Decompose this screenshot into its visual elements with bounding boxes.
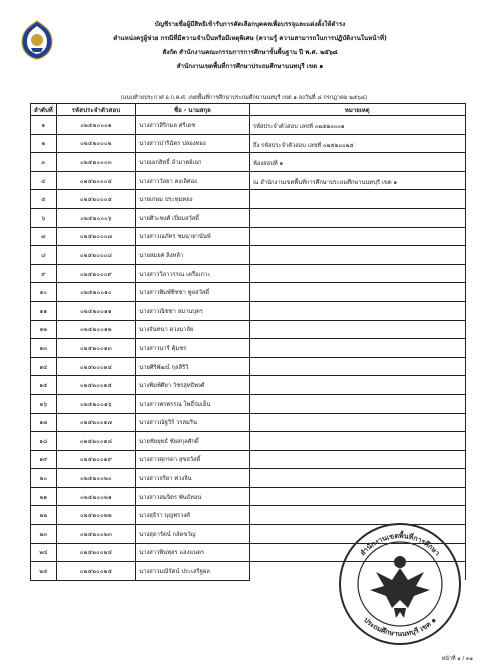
table-row bbox=[31, 320, 466, 339]
row-remark bbox=[249, 246, 465, 265]
row-seq: ๑๓ bbox=[31, 339, 57, 358]
row-exam-id: ๐๒๕๒๐๐๒๑ bbox=[56, 487, 136, 506]
row-exam-id: ๐๒๕๒๐๐๒๕ bbox=[56, 562, 136, 581]
row-name: นายศิวะพงศ์ เปี่ยมสวัสดิ์ bbox=[136, 208, 249, 227]
row-exam-id: ๐๒๕๒๐๐๑๑ bbox=[56, 301, 136, 320]
row-name: นางสาวณภัทร ชมฉายานันท์ bbox=[136, 227, 249, 246]
row-remark bbox=[249, 394, 465, 413]
row-remark bbox=[249, 487, 465, 506]
row-exam-id: ๐๒๕๒๐๐๑๖ bbox=[56, 394, 136, 413]
row-exam-id: ๐๒๕๒๐๐๑๒ bbox=[56, 320, 136, 339]
row-remark bbox=[249, 227, 465, 246]
row-exam-id: ๐๒๕๒๐๐๒๓ bbox=[56, 525, 136, 544]
row-remark bbox=[249, 450, 465, 469]
row-seq: ๒๑ bbox=[31, 487, 57, 506]
row-name: นายสมยศ ลิงหล้า bbox=[136, 246, 249, 265]
row-exam-id: ๐๒๕๒๐๐๑๐ bbox=[56, 283, 136, 302]
office-seal-stamp bbox=[336, 520, 464, 648]
col-header-name: ชื่อ - นามสกุล bbox=[136, 104, 249, 116]
row-exam-id: ๐๒๕๒๐๐๑๕ bbox=[56, 376, 136, 395]
header-line-2: ตำแหน่งครูผู้ช่วย กรณีที่มีความจำเป็นหรือมีเหตุพิเศษ (ความรู้ ความสามารถในการปฏิบัติงานในหน้าที่) bbox=[113, 35, 387, 42]
row-seq: ๒๕ bbox=[31, 562, 57, 581]
row-seq: ๑๕ bbox=[31, 376, 57, 395]
row-seq: ๑๘ bbox=[31, 432, 57, 451]
row-exam-id: ๐๒๕๒๐๐๐๓ bbox=[56, 153, 136, 172]
obec-logo bbox=[20, 20, 54, 60]
row-seq: ๖ bbox=[31, 208, 57, 227]
col-header-seq: ลำดับที่ bbox=[31, 104, 57, 116]
row-name: นางพิมพ์ศิยา วัชรสุทธิพงศ์ bbox=[136, 376, 249, 395]
col-header-exam-id: รหัสประจำตัวสอบ bbox=[56, 104, 136, 116]
seal-caption-top: สำนักงานเขตพื้นที่การศึกษา bbox=[358, 531, 442, 558]
table-row bbox=[31, 469, 466, 488]
row-name: นางสาวจริยา พ่วงจีน bbox=[136, 469, 249, 488]
table-row bbox=[31, 432, 466, 451]
row-name: นางสาวณิชชา สมานบุตร bbox=[136, 301, 249, 320]
row-exam-id: ๐๒๕๒๐๐๐๘ bbox=[56, 246, 136, 265]
row-exam-id: ๐๒๕๒๐๐๑๔ bbox=[56, 357, 136, 376]
row-seq: ๒๐ bbox=[31, 469, 57, 488]
row-remark bbox=[249, 357, 465, 376]
row-remark bbox=[249, 301, 465, 320]
row-name: นางสาวศุภรดา สุขสวัสดิ์ bbox=[136, 450, 249, 469]
row-exam-id: ๐๒๕๒๐๐๐๖ bbox=[56, 208, 136, 227]
row-seq: ๒ bbox=[31, 134, 57, 153]
row-exam-id: ๐๒๕๒๐๐๑๓ bbox=[56, 339, 136, 358]
row-name: นางสาวณัฐวีร์ วรสมริน bbox=[136, 413, 249, 432]
row-name: นางสาววิลาวรรณ เครือเกาะ bbox=[136, 264, 249, 283]
remark-line-3: ห้องสอบที่ ๑ bbox=[253, 161, 284, 168]
row-name: นางสาวพินทุสร แสงแนตร bbox=[136, 543, 249, 562]
row-seq: ๑๙ bbox=[31, 450, 57, 469]
row-seq: ๒๔ bbox=[31, 543, 57, 562]
row-remark bbox=[249, 190, 465, 209]
table-row bbox=[31, 394, 466, 413]
row-name: นางสาวปาริฉัตร ปล่องทอง bbox=[136, 134, 249, 153]
table-row bbox=[31, 376, 466, 395]
row-remark bbox=[249, 432, 465, 451]
row-name: นางจันทนา ดวงมาลัย bbox=[136, 320, 249, 339]
row-remark bbox=[249, 469, 465, 488]
page-number: หน้าที่ ๑ / ๓๑ bbox=[441, 656, 473, 662]
row-exam-id: ๐๒๕๒๐๐๒๒ bbox=[56, 506, 136, 525]
table-row bbox=[31, 357, 466, 376]
seal-caption-bottom: ประถมศึกษานนทบุรี เขต ๑ bbox=[362, 615, 438, 639]
garuda-emblem-icon bbox=[370, 556, 430, 618]
row-seq: ๑๖ bbox=[31, 394, 57, 413]
row-exam-id: ๐๒๕๒๐๐๐๕ bbox=[56, 190, 136, 209]
table-row bbox=[31, 339, 466, 358]
row-seq: ๑๒ bbox=[31, 320, 57, 339]
row-name: นางสาวสมจิตร พันธ์ทอน bbox=[136, 487, 249, 506]
row-name: นายศิริพัฒน์ กุลสิริวิ bbox=[136, 357, 249, 376]
row-seq: ๑๑ bbox=[31, 301, 57, 320]
row-seq: ๓ bbox=[31, 153, 57, 172]
row-remark bbox=[249, 208, 465, 227]
row-remark bbox=[249, 339, 465, 358]
row-name: นายเอกสิทธิ์ อำมาตย์เอก bbox=[136, 153, 249, 172]
row-remark bbox=[249, 320, 465, 339]
annex-note: (แนบท้ายประกาศ อ.ก.ค.ศ. เขตพื้นที่การศึกษาประถมศึกษานนทบุรี เขต ๑ ลงวันที่ ๘ กรกฎาคม ๒๕๖๘) bbox=[120, 95, 368, 101]
row-name: นางสาวนารี คุ้มชร bbox=[136, 339, 249, 358]
row-seq: ๑ bbox=[31, 116, 57, 135]
document-header bbox=[60, 18, 440, 74]
row-exam-id: ๐๒๕๒๐๐๐๒ bbox=[56, 134, 136, 153]
row-name: นายเกษม ประทุมทอง bbox=[136, 190, 249, 209]
row-exam-id: ๐๒๕๒๐๐๐๗ bbox=[56, 227, 136, 246]
row-remark bbox=[249, 264, 465, 283]
header-line-3: สังกัด สำนักงานคณะกรรมการการศึกษาขั้นพื้นฐาน ปี พ.ศ. ๒๕๖๘ bbox=[162, 49, 338, 56]
row-seq: ๑๗ bbox=[31, 413, 57, 432]
row-seq: ๑๔ bbox=[31, 357, 57, 376]
table-row bbox=[31, 283, 466, 302]
row-seq: ๑๐ bbox=[31, 283, 57, 302]
row-seq: ๗ bbox=[31, 227, 57, 246]
row-name: นางสุดารัตน์ กลัดขวัญ bbox=[136, 525, 249, 544]
row-name: นางสุธิรา บุญพรวงศ์ bbox=[136, 506, 249, 525]
table-header-row bbox=[31, 104, 466, 116]
row-exam-id: ๐๒๕๒๐๐๒๐ bbox=[56, 469, 136, 488]
header-line-1: บัญชีรายชื่อผู้มีสิทธิเข้ารับการคัดเลือกบุคคลเพื่อบรรจุและแต่งตั้งให้ดำรง bbox=[154, 21, 346, 28]
table-row bbox=[31, 190, 466, 209]
remark-line-2: ถึง รหัสประจำตัวสอบ เลขที่ ๐๒๕๒๐๐๒๕ bbox=[253, 142, 354, 149]
table-row bbox=[31, 413, 466, 432]
remark-line-4: ณ สำนักงานเขตพื้นที่การศึกษาประถมศึกษานนทบุรี เขต ๑ bbox=[253, 179, 398, 186]
table-row bbox=[31, 450, 466, 469]
row-exam-id: ๐๒๕๒๐๐๐๔ bbox=[56, 171, 136, 190]
row-exam-id: ๐๒๕๒๐๐๑๘ bbox=[56, 432, 136, 451]
row-remark bbox=[249, 283, 465, 302]
table-row bbox=[31, 487, 466, 506]
row-seq: ๙ bbox=[31, 264, 57, 283]
remark-line-1: รหัสประจำตัวสอบ เลขที่ ๐๒๕๒๐๐๐๑ bbox=[253, 124, 345, 130]
row-name: นายชัยยุทธ์ ชัยสกุลศักดิ์ bbox=[136, 432, 249, 451]
row-exam-id: ๐๒๕๒๐๐๑๙ bbox=[56, 450, 136, 469]
table-row bbox=[31, 227, 466, 246]
row-name: นางสาวมณีรัตน์ ประเสริฐผล bbox=[136, 562, 249, 581]
row-seq: ๕ bbox=[31, 190, 57, 209]
row-name: นางสาววัลยา คงเลิศอง bbox=[136, 171, 249, 190]
header-line-4: สำนักงานเขตพื้นที่การศึกษาประถมศึกษานนทบุรี เขต ๑ bbox=[176, 63, 324, 70]
row-exam-id: ๐๒๕๒๐๐๐๑ bbox=[56, 116, 136, 135]
row-exam-id: ๐๒๕๒๐๐๐๙ bbox=[56, 264, 136, 283]
row-seq: ๘ bbox=[31, 246, 57, 265]
row-seq: ๒๓ bbox=[31, 525, 57, 544]
table-row bbox=[31, 246, 466, 265]
row-remark bbox=[249, 413, 465, 432]
remarks-block bbox=[253, 118, 463, 192]
table-row bbox=[31, 264, 466, 283]
row-seq: ๒๒ bbox=[31, 506, 57, 525]
svg-text:ประถมศึกษานนทบุรี เขต ๑ bbox=[362, 616, 438, 638]
row-name: นางสาวสิริกมล ศรีเดช bbox=[136, 116, 249, 135]
row-remark bbox=[249, 376, 465, 395]
col-header-remark: หมายเหตุ bbox=[249, 104, 465, 116]
row-name: นางสาวพิมพ์ชิชชา พูลสวัสดิ์ bbox=[136, 283, 249, 302]
row-exam-id: ๐๒๕๒๐๐๑๗ bbox=[56, 413, 136, 432]
row-seq: ๔ bbox=[31, 171, 57, 190]
table-row bbox=[31, 301, 466, 320]
row-name: นางสาวพรพรรณ โพธิ์ร่มเย็น bbox=[136, 394, 249, 413]
row-exam-id: ๐๒๕๒๐๐๒๔ bbox=[56, 543, 136, 562]
table-row bbox=[31, 208, 466, 227]
